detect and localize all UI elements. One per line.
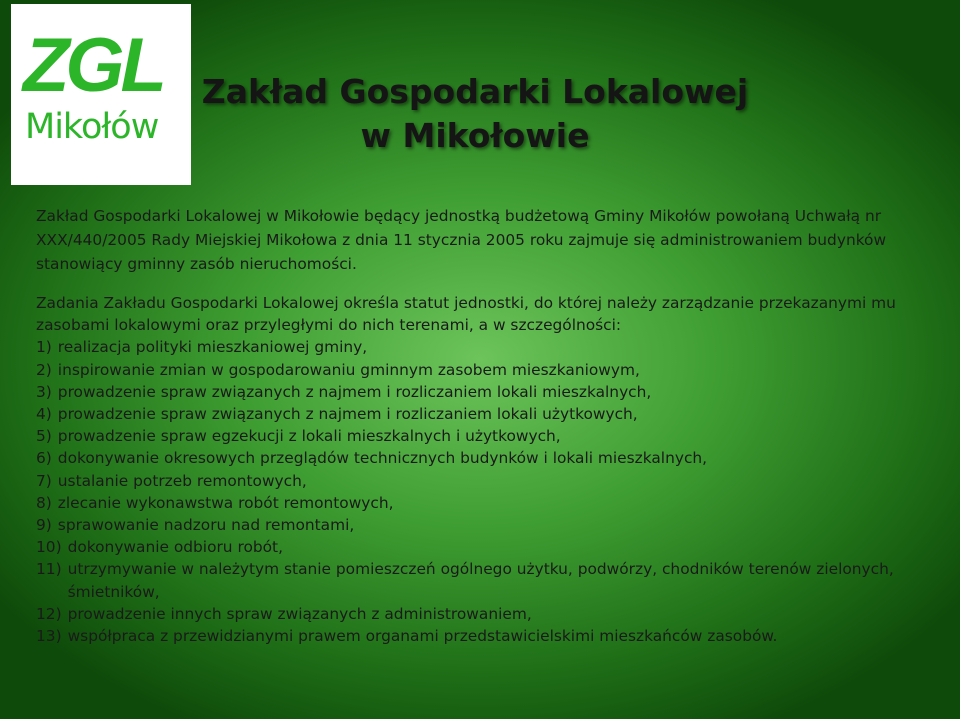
list-item xyxy=(36,603,941,625)
list-item xyxy=(36,470,941,492)
item-text: prowadzenie spraw związanych z najmem i rozliczaniem lokali użytkowych, xyxy=(57,405,638,424)
item-number: 10) xyxy=(36,538,62,557)
list-item xyxy=(36,359,941,381)
item-text: inspirowanie zmian w gospodarowaniu gminnym zasobem mieszkaniowym, xyxy=(57,360,640,379)
title-line-2: w Mikołowie xyxy=(360,116,590,155)
item-number: 8) xyxy=(36,493,52,512)
item-text: realizacja polityki mieszkaniowej gminy, xyxy=(57,338,368,357)
item-number: 9) xyxy=(36,516,52,535)
logo-letters: ZGL xyxy=(23,23,163,108)
item-text: dokonywanie okresowych przeglądów technicznych budynków i lokali mieszkalnych, xyxy=(57,449,708,468)
item-text: prowadzenie spraw egzekucji z lokali mieszkalnych i użytkowych, xyxy=(57,427,561,446)
item-text: prowadzenie innych spraw związanych z administrowaniem, xyxy=(67,604,532,623)
item-number: 2) xyxy=(36,360,52,379)
page-title xyxy=(190,70,760,158)
list-item xyxy=(36,558,941,602)
item-number: 5) xyxy=(36,427,52,446)
item-number: 3) xyxy=(36,382,52,401)
list-item xyxy=(36,447,941,469)
tasks-intro: Zadania Zakładu Gospodarki Lokalowej określa statut jednostki, do której należy zarządzanie przekazanymi mu zasobami lokalowymi oraz przyległymi do nich terenami, a w szczególności: xyxy=(36,294,896,335)
item-number: 1) xyxy=(36,338,52,357)
item-number: 12) xyxy=(36,604,62,623)
item-text: dokonywanie odbioru robót, xyxy=(67,538,283,557)
list-item xyxy=(36,336,941,358)
item-text: współpraca z przewidzianymi prawem organami przedstawicielskimi mieszkańców zasobów. xyxy=(67,627,778,646)
item-text: ustalanie potrzeb remontowych, xyxy=(57,471,307,490)
item-text: sprawowanie nadzoru nad remontami, xyxy=(57,516,355,535)
item-text: zlecanie wykonawstwa robót remontowych, xyxy=(57,493,394,512)
list-item xyxy=(36,381,941,403)
item-text: prowadzenie spraw związanych z najmem i rozliczaniem lokali mieszkalnych, xyxy=(57,382,652,401)
list-item xyxy=(36,425,941,447)
item-number: 4) xyxy=(36,405,52,424)
item-number: 7) xyxy=(36,471,52,490)
list-item xyxy=(36,492,941,514)
logo xyxy=(11,4,191,185)
list-item xyxy=(36,625,941,647)
list-item xyxy=(36,514,941,536)
item-text: utrzymywanie w należytym stanie pomieszczeń ogólnego użytku, podwórzy, chodników terenów zielonych, śmietników, xyxy=(67,560,894,601)
list-item xyxy=(36,536,941,558)
item-number: 6) xyxy=(36,449,52,468)
task-list xyxy=(36,336,941,647)
intro-paragraph: Zakład Gospodarki Lokalowej w Mikołowie będący jednostką budżetową Gminy Mikołów powołaną Uchwałą nr XXX/440/2005 Rady Miejskiej Mikołowa z dnia 11 stycznia 2005 roku zajmuje się administrowaniem budynków stanowiący gminny zasób nieruchomości. xyxy=(36,207,887,273)
item-number: 13) xyxy=(36,627,62,646)
list-item xyxy=(36,403,941,425)
logo-town: Mikołów xyxy=(25,107,159,147)
title-line-1: Zakład Gospodarki Lokalowej xyxy=(201,72,749,111)
tasks-section xyxy=(36,292,941,647)
item-number: 11) xyxy=(36,560,62,579)
